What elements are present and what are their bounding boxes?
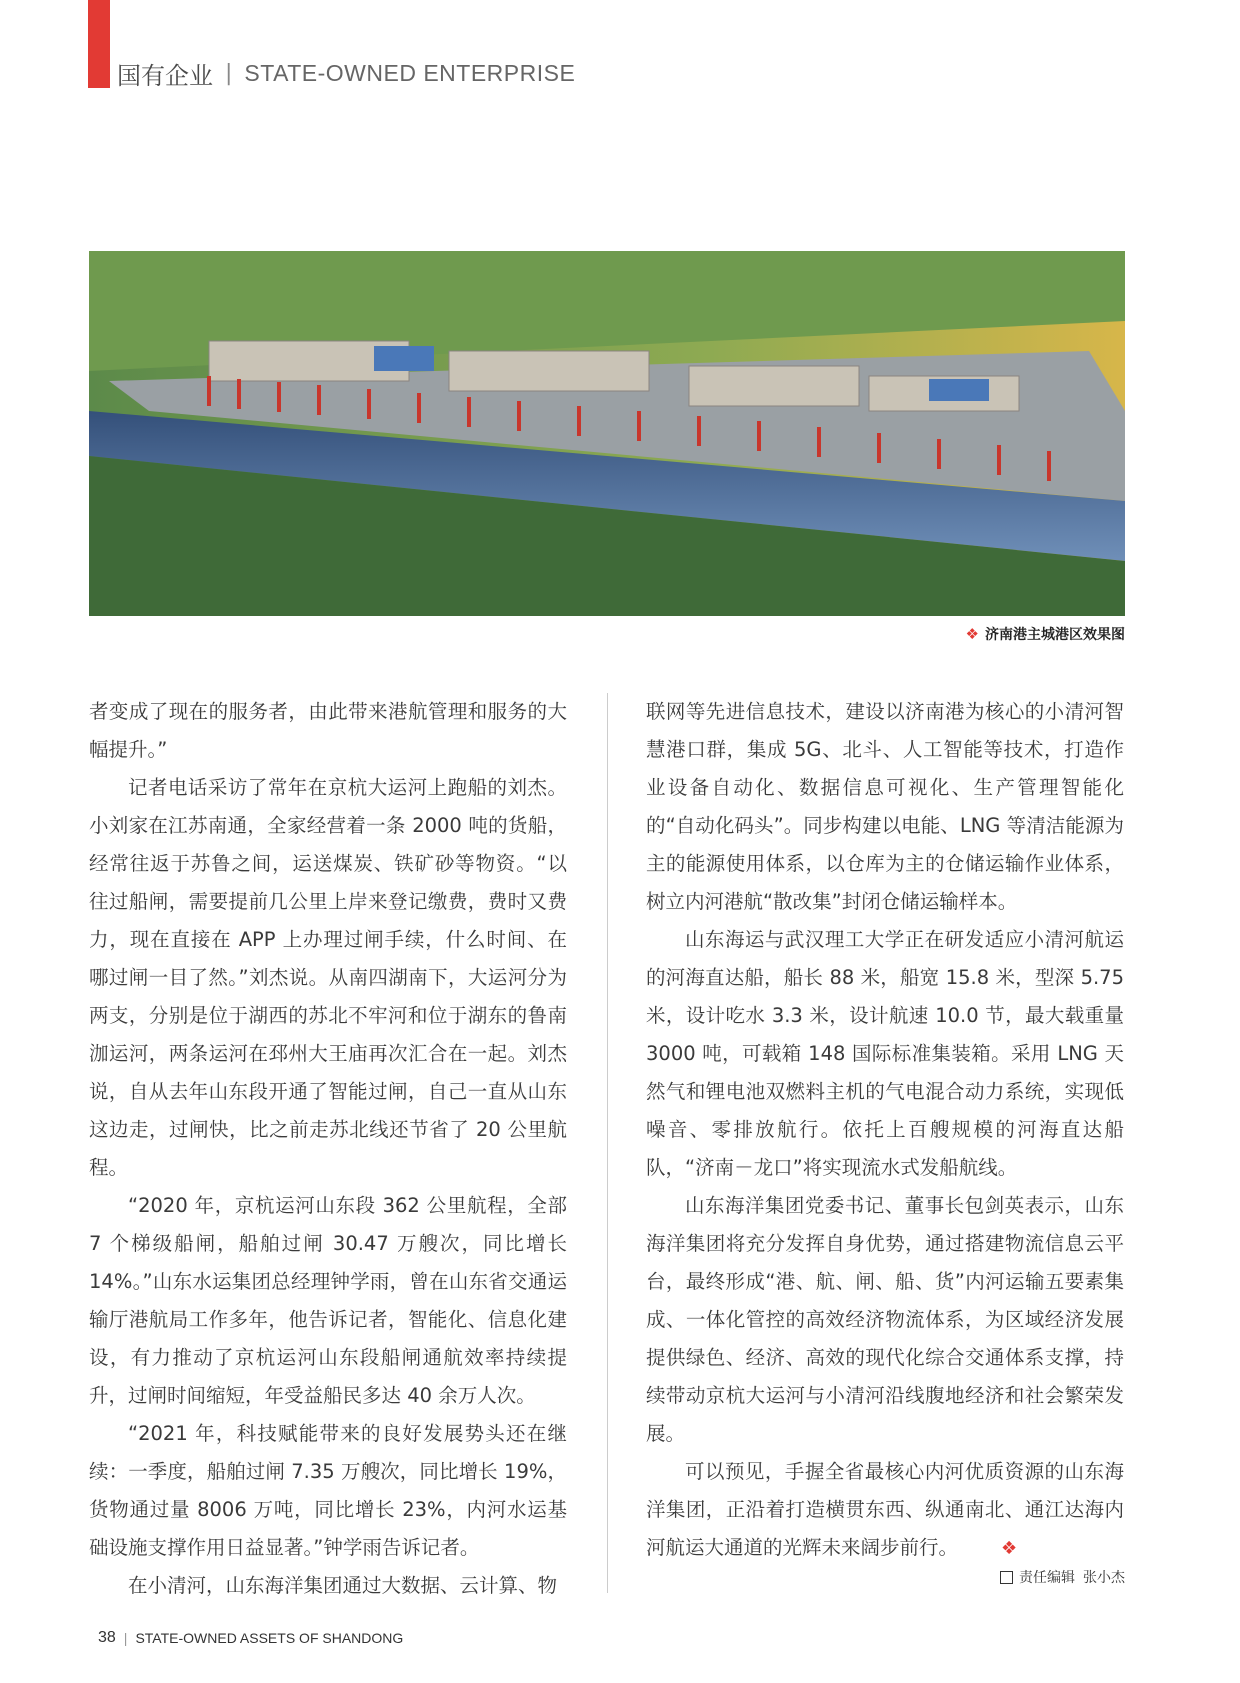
image-caption xyxy=(966,624,1125,644)
section-title-en: STATE-OWNED ENTERPRISE xyxy=(244,60,576,86)
page-number: 38 xyxy=(98,1629,116,1646)
paragraph: “2021 年，科技赋能带来的良好发展势头还在继续：一季度，船舶过闸 7.35 万艘次，同比增长 19%，货物通过量 8006 万吨，同比增长 23%，内河水运基础设施支撑作用日益显著。”钟学雨告诉记者。 xyxy=(89,1422,567,1559)
paragraph: 记者电话采访了常年在京杭大运河上跑船的刘杰。小刘家在江苏南通，全家经营着一条 2000 吨的货船，经常往返于苏鲁之间，运送煤炭、铁矿砂等物资。“以往过船闸，需要提前几公里上岸来登记缴费，费时又费力，现在直接在 APP 上办理过闸手续，什么时间、在哪过闸一目了然。”刘杰说。从南四湖南下，大运河分为两支，分别是位于湖西的苏北不牢河和位于湖东的鲁南泇运河，两条运河在邳州大王庙再次汇合在一起。刘杰说，自从去年山东段开通了智能过闸，自己一直从山东这边走，过闸快，比之前走苏北线还节省了 20 公里航程。 xyxy=(89,776,567,1179)
paragraph: 山东海运与武汉理工大学正在研发适应小清河航运的河海直达船，船长 88 米，船宽 15.8 米，型深 5.75 米，设计吃水 3.3 米，设计航速 10.0 节，最大载重量 3000 吨，可载箱 148 国际标准集装箱。采用 LNG 天然气和锂电池双燃料主机的气电混合动力系统，实现低噪音、零排放航行。依托上百艘规模的河海直达船队，“济南－龙口”将实现流水式发船航线。 xyxy=(646,928,1124,1179)
paragraph: 在小清河，山东海洋集团通过大数据、云计算、物 xyxy=(128,1574,558,1597)
article-end-icon: ❖ xyxy=(1001,1538,1018,1559)
square-icon xyxy=(1000,1571,1013,1584)
port-rendering-image xyxy=(89,251,1125,616)
paragraph: 者变成了现在的服务者，由此带来港航管理和服务的大幅提升。” xyxy=(89,700,567,761)
editor-label: 责任编辑 xyxy=(1019,1570,1075,1586)
caption-text: 济南港主城港区效果图 xyxy=(985,627,1125,643)
publication-name: STATE-OWNED ASSETS OF SHANDONG xyxy=(135,1630,404,1646)
header-separator: | xyxy=(225,61,233,86)
section-header xyxy=(117,56,575,91)
column-divider xyxy=(607,693,608,1593)
paragraph-text: 可以预见，手握全省最核心内河优质资源的山东海洋集团，正沿着打造横贯东西、纵通南北、通江达海内河航运大通道的光辉未来阔步前行。 xyxy=(646,1460,1124,1559)
footer-separator: | xyxy=(123,1630,128,1646)
section-accent-bar xyxy=(88,0,110,88)
logo-mark-icon: ❖ xyxy=(965,625,979,643)
paragraph xyxy=(646,1453,1124,1568)
paragraph: 联网等先进信息技术，建设以济南港为核心的小清河智慧港口群，集成 5G、北斗、人工智能等技术，打造作业设备自动化、数据信息可视化、生产管理智能化的“自动化码头”。同步构建以电能、LNG 等清洁能源为主的能源使用体系，以仓库为主的仓储运输作业体系，树立内河港航“散改集”封闭仓储运输样本。 xyxy=(646,700,1124,913)
right-text-column xyxy=(646,693,1124,1568)
paragraph: “2020 年，京杭运河山东段 362 公里航程，全部 7 个梯级船闸，船舶过闸 30.47 万艘次，同比增长 14%。”山东水运集团总经理钟学雨，曾在山东省交通运输厅港航局工作多年，他告诉记者，智能化、信息化建设，有力推动了京杭运河山东段船闸通航效率持续提升，过闸时间缩短，年受益船民多达 40 余万人次。 xyxy=(89,1194,567,1407)
editor-credit xyxy=(1000,1567,1125,1587)
page-footer xyxy=(98,1629,403,1647)
editor-name: 张小杰 xyxy=(1083,1570,1125,1586)
section-title-cn: 国有企业 xyxy=(117,62,213,90)
left-text-column xyxy=(89,693,567,1605)
paragraph: 山东海洋集团党委书记、董事长包剑英表示，山东海洋集团将充分发挥自身优势，通过搭建物流信息云平台，最终形成“港、航、闸、船、货”内河运输五要素集成、一体化管控的高效经济物流体系，为区域经济发展提供绿色、经济、高效的现代化综合交通体系支撑，持续带动京杭大运河与小清河沿线腹地经济和社会繁荣发展。 xyxy=(646,1194,1124,1445)
